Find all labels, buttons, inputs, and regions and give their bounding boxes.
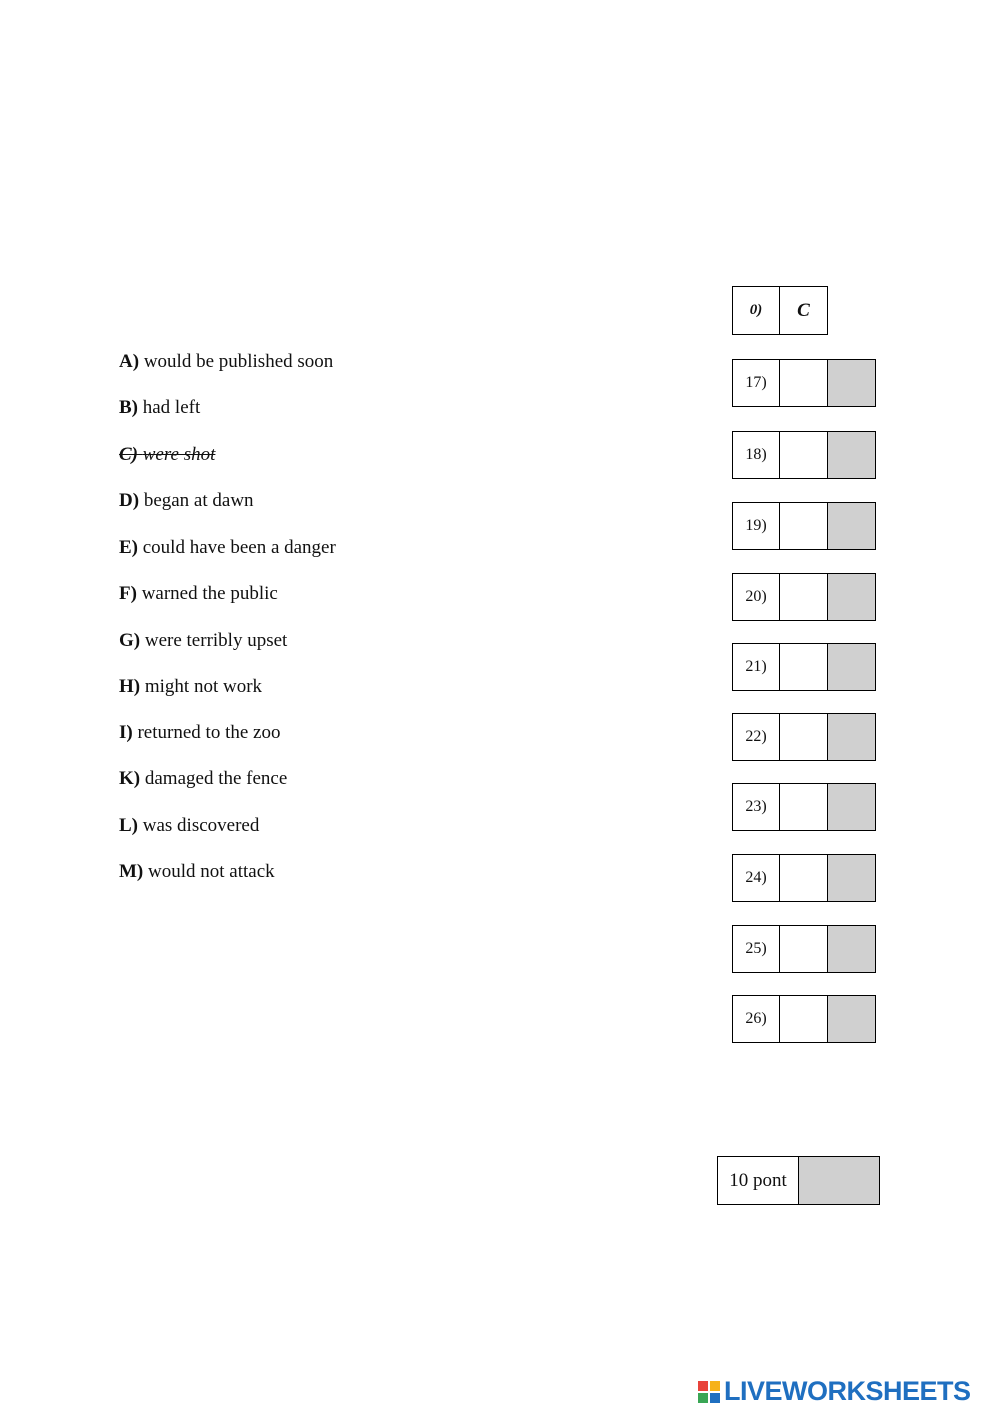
score-cell <box>828 503 875 549</box>
option-key: H) <box>119 676 141 697</box>
answer-field[interactable] <box>780 855 828 901</box>
answer-row-21 <box>732 643 876 691</box>
option-text: could have been a danger <box>142 537 336 558</box>
answer-row-19 <box>732 502 876 550</box>
option-k <box>119 765 287 793</box>
option-m <box>119 858 275 886</box>
option-text: might not work <box>144 676 263 697</box>
score-cell <box>828 996 875 1042</box>
question-number: 22) <box>733 714 780 760</box>
points-label: 10 pont <box>718 1157 799 1204</box>
score-cell <box>828 926 875 972</box>
option-key: L) <box>119 815 138 836</box>
question-number: 23) <box>733 784 780 830</box>
answer-field[interactable] <box>780 996 828 1042</box>
question-number: 20) <box>733 574 780 620</box>
option-key: K) <box>119 768 141 789</box>
answer-row-25 <box>732 925 876 973</box>
option-l <box>119 812 259 840</box>
score-cell <box>828 360 875 406</box>
points-score-cell <box>799 1157 879 1204</box>
question-number: 24) <box>733 855 780 901</box>
answer-row-23 <box>732 783 876 831</box>
option-e <box>119 534 336 562</box>
points-box <box>717 1156 880 1205</box>
option-text: would be published soon <box>143 351 334 372</box>
answer-field[interactable] <box>780 360 828 406</box>
option-text: would not attack <box>148 861 275 882</box>
example-answer: C <box>797 299 810 321</box>
answer-row-18 <box>732 431 876 479</box>
option-h <box>119 673 262 701</box>
option-text: was discovered <box>142 815 260 836</box>
option-text: were terribly upset <box>144 630 288 651</box>
brand-name: LIVEWORKSHEETS <box>724 1376 971 1406</box>
option-d <box>119 487 254 515</box>
answer-field[interactable] <box>780 644 828 690</box>
option-key: C) <box>119 444 138 465</box>
option-text: had left <box>142 397 201 418</box>
answer-field[interactable] <box>780 574 828 620</box>
answer-row-17 <box>732 359 876 407</box>
option-key: G) <box>119 630 141 651</box>
score-cell <box>828 855 875 901</box>
answer-row-20 <box>732 573 876 621</box>
answer-field[interactable] <box>780 432 828 478</box>
option-b <box>119 394 200 422</box>
score-cell <box>828 644 875 690</box>
option-key: D) <box>119 490 140 511</box>
score-cell <box>828 432 875 478</box>
option-key: F) <box>119 583 137 604</box>
option-text: damaged the fence <box>144 768 288 789</box>
option-text: were shot <box>142 444 216 465</box>
example-answer-box <box>732 286 828 335</box>
liveworksheets-logo-icon <box>698 1381 720 1403</box>
question-number: 19) <box>733 503 780 549</box>
answer-field[interactable] <box>780 926 828 972</box>
option-i <box>119 719 280 747</box>
option-a <box>119 348 333 376</box>
question-number: 17) <box>733 360 780 406</box>
answer-row-26 <box>732 995 876 1043</box>
option-key: A) <box>119 351 140 372</box>
answer-field[interactable] <box>780 503 828 549</box>
option-key: B) <box>119 397 138 418</box>
question-number: 18) <box>733 432 780 478</box>
question-number: 26) <box>733 996 780 1042</box>
score-cell <box>828 574 875 620</box>
option-key: I) <box>119 722 133 743</box>
option-text: returned to the zoo <box>137 722 281 743</box>
score-cell <box>828 714 875 760</box>
answer-field[interactable] <box>780 784 828 830</box>
option-g <box>119 627 287 655</box>
option-key: M) <box>119 861 144 882</box>
question-number: 25) <box>733 926 780 972</box>
answer-row-22 <box>732 713 876 761</box>
score-cell <box>828 784 875 830</box>
option-key: E) <box>119 537 138 558</box>
option-f <box>119 580 278 608</box>
option-c-example <box>119 441 215 469</box>
example-number: 0) <box>733 287 780 334</box>
answer-field[interactable] <box>780 714 828 760</box>
answer-row-24 <box>732 854 876 902</box>
question-number: 21) <box>733 644 780 690</box>
option-text: began at dawn <box>143 490 254 511</box>
option-text: warned the public <box>141 583 278 604</box>
liveworksheets-brand <box>698 1376 971 1407</box>
